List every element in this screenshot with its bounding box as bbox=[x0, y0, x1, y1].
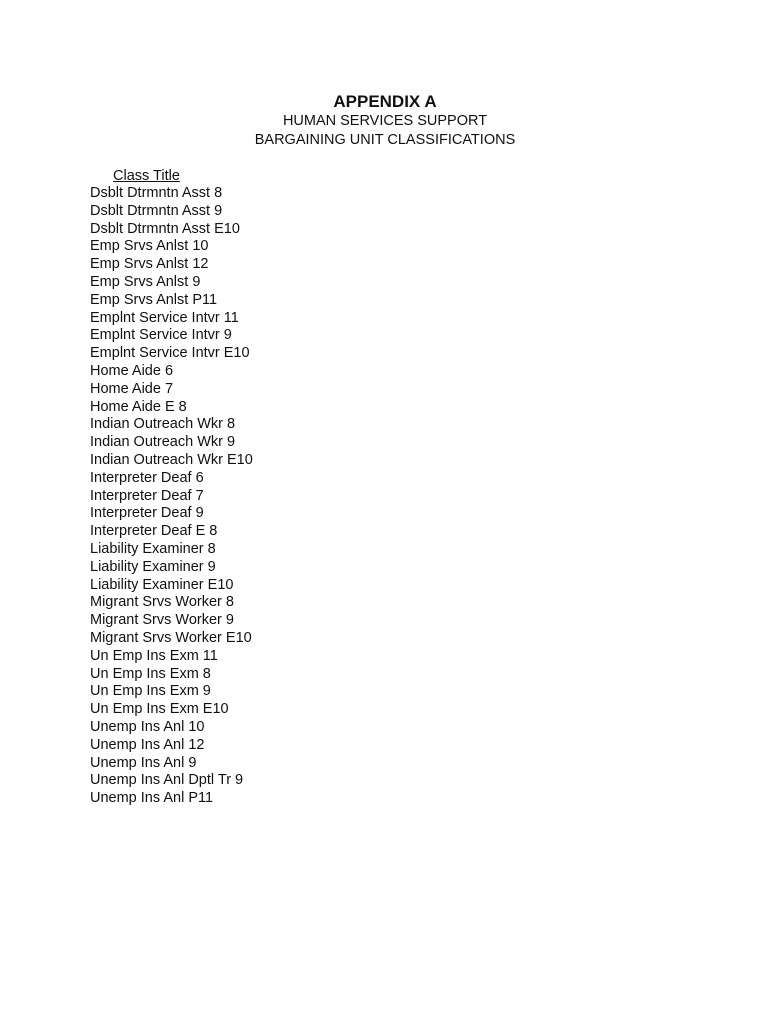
classification-item: Home Aide 6 bbox=[90, 362, 174, 379]
classification-item: Dsblt Dtrmntn Asst 8 bbox=[90, 185, 223, 201]
classification-item: Home Aide 7 bbox=[90, 380, 174, 397]
classification-item: Liability Examiner E10 bbox=[90, 576, 234, 593]
classification-item: Migrant Srvs Worker E10 bbox=[90, 629, 252, 646]
classification-item: Interpreter Deaf E 8 bbox=[90, 523, 218, 540]
class-title-column-header: Class Title bbox=[113, 168, 180, 184]
classification-item: Emp Srvs Anlst P11 bbox=[90, 291, 218, 308]
classification-item: Dsblt Dtrmntn Asst E10 bbox=[90, 220, 240, 237]
classification-item: Migrant Srvs Worker 9 bbox=[90, 612, 234, 629]
appendix-title: APPENDIX A bbox=[333, 92, 437, 111]
classification-list bbox=[90, 185, 253, 808]
classification-item: Emp Srvs Anlst 10 bbox=[90, 238, 209, 255]
classification-item: Interpreter Deaf 7 bbox=[90, 487, 204, 504]
classification-item: Liability Examiner 9 bbox=[90, 558, 216, 575]
classification-item: Interpreter Deaf 9 bbox=[90, 505, 204, 522]
classification-item: Indian Outreach Wkr E10 bbox=[90, 451, 253, 468]
classification-item: Un Emp Ins Exm 9 bbox=[90, 683, 211, 700]
classification-item: Unemp Ins Anl Dptl Tr 9 bbox=[90, 772, 244, 789]
classification-item: Indian Outreach Wkr 8 bbox=[90, 416, 236, 433]
classification-item: Unemp Ins Anl 12 bbox=[90, 736, 205, 753]
classification-item: Emplnt Service Intvr E10 bbox=[90, 345, 250, 362]
classification-item: Indian Outreach Wkr 9 bbox=[90, 434, 236, 451]
classification-item: Dsblt Dtrmntn Asst 9 bbox=[90, 202, 223, 219]
classification-item: Home Aide E 8 bbox=[90, 398, 187, 415]
classification-item: Emplnt Service Intvr 11 bbox=[90, 309, 239, 326]
classification-item: Emp Srvs Anlst 12 bbox=[90, 256, 209, 273]
subtitle-line-2: BARGAINING UNIT CLASSIFICATIONS bbox=[254, 131, 516, 148]
classification-item: Interpreter Deaf 6 bbox=[90, 469, 204, 486]
document-header bbox=[0, 92, 770, 149]
classification-item: Unemp Ins Anl 10 bbox=[90, 718, 205, 735]
classification-item: Un Emp Ins Exm E10 bbox=[90, 701, 229, 718]
classification-item: Liability Examiner 8 bbox=[90, 540, 216, 557]
classification-item: Un Emp Ins Exm 11 bbox=[90, 647, 218, 664]
classification-item: Un Emp Ins Exm 8 bbox=[90, 665, 211, 682]
classification-item: Unemp Ins Anl P11 bbox=[90, 790, 214, 807]
classification-item: Emp Srvs Anlst 9 bbox=[90, 273, 201, 290]
classification-item: Unemp Ins Anl 9 bbox=[90, 754, 197, 771]
subtitle-line-1: HUMAN SERVICES SUPPORT bbox=[282, 113, 488, 129]
classification-item: Migrant Srvs Worker 8 bbox=[90, 594, 234, 611]
classification-item: Emplnt Service Intvr 9 bbox=[90, 327, 232, 344]
